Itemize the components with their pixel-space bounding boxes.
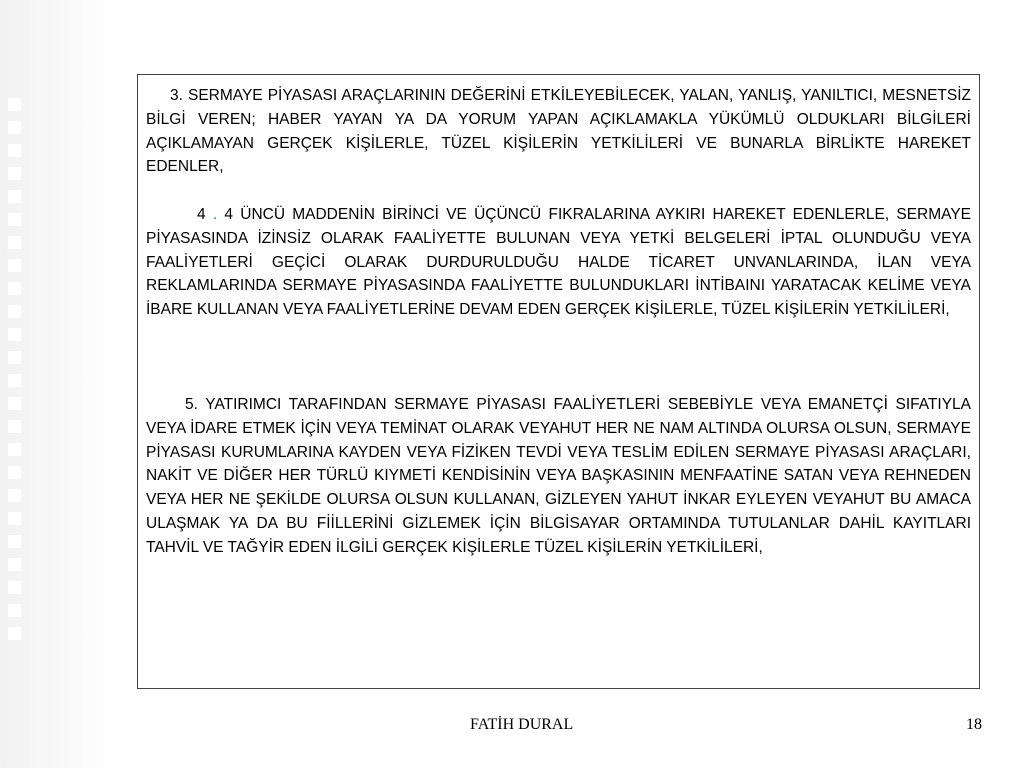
paragraph-3-text: 3. SERMAYE PİYASASI ARAÇLARININ DEĞERİNİ ETKİLEYEBİLECEK, YALAN, YANLIŞ, YANILTICI, MESNETSİZ BİLGİ VEREN; HABER YAYAN YA DA YORUM YAPAN AÇIKLAMAKLA YÜKÜMLÜ OLDUKLARI BİLGİLERİ AÇIKLAMAYAN GERÇEK KİŞİLERLE, TÜZEL KİŞİLERİN YETKİLİLERİ VE BUNARLA BİRLİKTE HAREKET EDENLER, [146,87,971,176]
paragraph-item-4 [146,203,971,322]
decorative-square [8,581,21,594]
decorative-square [8,512,21,525]
paragraph-item-3 [146,84,971,179]
decorative-square [8,190,21,203]
film-strip-squares [8,0,22,768]
paragraph-4-dot: . [212,206,218,223]
decorative-square [8,213,21,226]
decorative-square [8,489,21,502]
slide-page-number: 18 [966,716,982,733]
decorative-square [8,144,21,157]
decorative-square [8,604,21,617]
decorative-square [8,351,21,364]
paragraph-4-number: 4 [197,206,206,223]
decorative-square [8,236,21,249]
decorative-square [8,443,21,456]
decorative-square [8,121,21,134]
decorative-square [8,259,21,272]
decorative-square [8,535,21,548]
paragraph-item-5 [146,393,971,560]
decorative-square [8,305,21,318]
decorative-square [8,466,21,479]
decorative-square [8,420,21,433]
footer-author: FATİH DURAL [470,716,574,733]
decorative-square [8,282,21,295]
decorative-square [8,627,21,640]
decorative-side-strip [0,0,125,768]
decorative-square [8,98,21,111]
decorative-square [8,558,21,571]
paragraph-5-text: 5. YATIRIMCI TARAFINDAN SERMAYE PİYASASI FAALİYETLERİ SEBEBİYLE VEYA EMANETÇİ SIFATIYLA VEYA İDARE ETMEK İÇİN VEYA TEMİNAT OLARAK VEYAHUT HER NE NAM ALTINDA OLURSA OLSUN, SERMAYE PİYASASI KURUMLARINA KAYDEN VEYA FİZİKEN TEVDİ VEYA TESLİM EDİLEN SERMAYE PİYASASI ARAÇLARI, NAKİT VE DİĞER HER TÜRLÜ KIYMETİ KENDİSİNİN VEYA BAŞKASININ MENFAATİNE SATAN VEYA REHNEDEN VEYA HER NE ŞEKİLDE OLURSA OLSUN KULLANAN, GİZLEYEN YAHUT İNKAR EYLEYEN VEYAHUT BU AMACA ULAŞMAK YA DA BU FİİLLERİNİ GİZLEMEK İÇİN BİLGİSAYAR ORTAMINDA TUTULANLAR DAHİL KAYITLARI TAHVİL VE TAĞYİR EDEN İLGİLİ GERÇEK KİŞİLERLE TÜZEL KİŞİLERİN YETKİLİLERİ, [146,396,971,556]
text-frame [137,74,980,689]
decorative-square [8,328,21,341]
paragraph-4-text: 4 ÜNCÜ MADDENİN BİRİNCİ VE ÜÇÜNCÜ FIKRALARINA AYKIRI HAREKET EDENLERLE, SERMAYE PİYASASINDA İZİNSİZ OLARAK FAALİYETTE BULUNAN VEYA YETKİ BELGELERİ İPTAL OLUNDUĞU VEYA FAALİYETLERİ GEÇİCİ OLARAK DURDURULDUĞU HALDE TİCARET UNVANLARINDA, İLAN VEYA REKLAMLARINDA SERMAYE PİYASASINDA FAALİYETTE BULUNDUKLARI İNTİBAINI YARATACAK KELİME VEYA İBARE KULLANAN VEYA FAALİYETLERİNE DEVAM EDEN GERÇEK KİŞİLERLE, TÜZEL KİŞİLERİN YETKİLİLERİ, [146,206,972,319]
decorative-square [8,167,21,180]
decorative-square [8,374,21,387]
decorative-square [8,397,21,410]
